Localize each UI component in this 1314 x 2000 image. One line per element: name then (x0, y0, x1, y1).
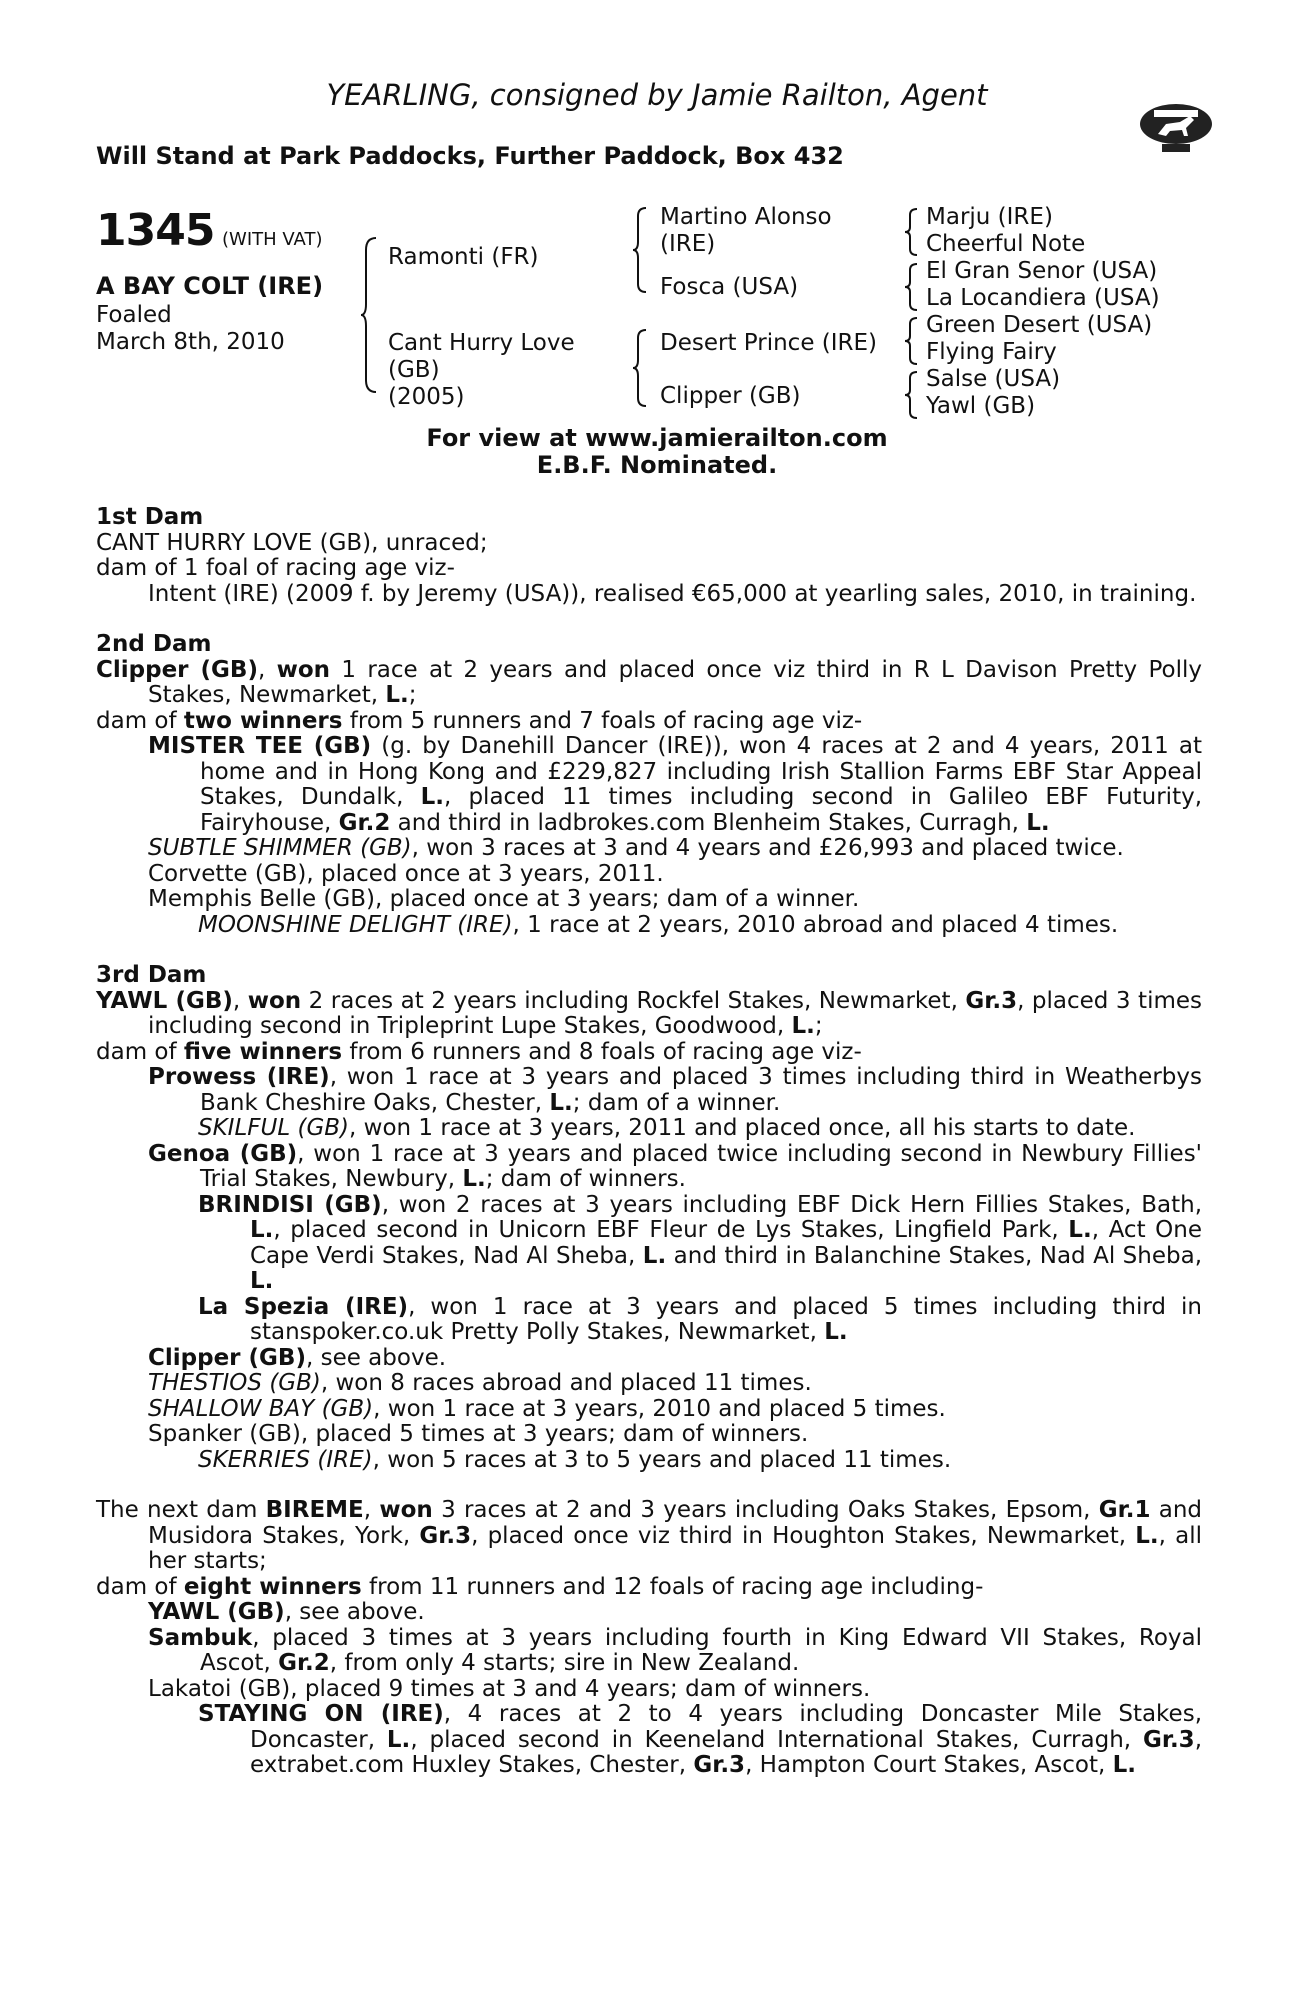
pedigree-brace-g2 (904, 262, 920, 312)
pedigree-grandparents: Marju (IRE) Cheerful Note El Gran Senor (USA) La Locandiera (USA) Green Desert (USA) Flying Fairy Salse (USA) Yawl (GB) (926, 204, 1160, 419)
produce-entry: SKILFUL (GB), won 1 race at 3 years, 2011 and placed once, all his starts to date. (198, 1115, 1136, 1141)
produce-entry: Intent (IRE) (2009 f. by Jeremy (USA)), realised €65,000 at yearling sales, 2010, in training. (148, 580, 1197, 607)
view-link-note: For view at www.jamierailton.com (426, 424, 888, 452)
produce-entry: SKERRIES (IRE), won 5 races at 3 to 5 years and placed 11 times. (198, 1446, 952, 1473)
pedigree-sire-dam: Fosca (USA) (660, 274, 799, 300)
dam-entry: The next dam BIREME, won 3 races at 2 and 3 years including Oaks Stakes, Epsom, Gr.1 and Musidora Stakes, York, Gr.3, placed once viz third in Houghton Stakes, Newmarket, L., all her starts; (96, 1497, 1203, 1574)
vat-note: (WITH VAT) (222, 229, 323, 250)
section-heading-2nd-dam: 2nd Dam (96, 631, 212, 657)
stand-location: Will Stand at Park Paddocks, Further Paddock, Box 432 (96, 142, 844, 170)
produce-entry: Corvette (GB), placed once at 3 years, 2011. (148, 860, 664, 887)
produce-entry: SHALLOW BAY (GB), won 1 race at 3 years, 2010 and placed 5 times. (148, 1395, 946, 1422)
foaled-info (96, 302, 285, 356)
dam-entry: CANT HURRY LOVE (GB), unraced; (96, 529, 488, 556)
section-heading-1st-dam: 1st Dam (96, 504, 204, 530)
produce-entry: STAYING ON (IRE), 4 races at 2 to 4 years including Doncaster Mile Stakes, Doncaster, L., placed second in Keeneland International Stakes, Curragh, Gr.3, extrabet.com Huxley Stakes, Chester, Gr.3, Hampton Court Stakes, Ascot, L. (198, 1701, 1203, 1778)
dam-summary: dam of two winners from 5 runners and 7 foals of racing age viz- (96, 707, 863, 734)
pedigree-dam: Cant Hurry Love (GB) (2005) (388, 330, 575, 410)
lot-number: 1345 (96, 205, 215, 256)
foaled-label: Foaled (96, 302, 172, 328)
page-title: YEARLING, consigned by Jamie Railton, Agent (326, 78, 988, 112)
pedigree-dam-dam: Clipper (GB) (660, 383, 801, 409)
pedigree-sire: Ramonti (FR) (388, 244, 539, 270)
produce-entry: MISTER TEE (GB) (g. by Danehill Dancer (IRE)), won 4 races at 2 and 4 years, 2011 at home and in Hong Kong and £229,827 including Irish Stallion Farms EBF Star Appeal Stakes, Dundalk, L., placed 11 times including second in Galileo EBF Futurity, Fairyhouse, Gr.2 and third in ladbrokes.com Blenheim Stakes, Curragh, L. (148, 733, 1203, 836)
produce-record (96, 505, 1202, 1779)
ebf-note: E.B.F. Nominated. (536, 451, 778, 479)
dam-summary: dam of eight winners from 11 runners and 12 foals of racing age including- (96, 1573, 984, 1600)
dam-entry: Clipper (GB), won 1 race at 2 years and placed once viz third in R L Davison Pretty Polly Stakes, Newmarket, L.; (96, 656, 1202, 708)
produce-entry: La Spezia (IRE), won 1 race at 3 years and placed 5 times including third in stanspoker.co.uk Pretty Polly Stakes, Newmarket, L. (198, 1293, 1202, 1345)
section-heading-3rd-dam: 3rd Dam (96, 962, 207, 988)
pedigree-brace-dam (632, 328, 650, 408)
pedigree-brace-g4 (904, 370, 920, 420)
produce-entry: Prowess (IRE), won 1 race at 3 years and placed 3 times including third in Weatherbys Bank Cheshire Oaks, Chester, L.; dam of a winner. (148, 1064, 1202, 1116)
dam-entry: YAWL (GB), won 2 races at 2 years including Rockfel Stakes, Newmarket, Gr.3, placed 3 times including second in Tripleprint Lupe Stakes, Goodwood, L.; (96, 987, 1202, 1039)
pedigree-brace-g3 (904, 316, 920, 366)
pedigree-brace-sire (632, 206, 650, 294)
produce-entry: Spanker (GB), placed 5 times at 3 years; dam of winners. (148, 1421, 809, 1447)
pedigree-dam-sire: Desert Prince (IRE) (660, 330, 878, 356)
pedigree-sire-sire: Martino Alonso (IRE) (660, 204, 832, 257)
produce-entry: SUBTLE SHIMMER (GB), won 3 races at 3 and 4 years and £26,993 and placed twice. (148, 835, 1124, 861)
pedigree-brace-sire-dam (360, 236, 380, 394)
produce-entry: THESTIOS (GB), won 8 races abroad and placed 11 times. (148, 1370, 812, 1396)
dam-summary: dam of 1 foal of racing age viz- (96, 555, 455, 581)
produce-entry: BRINDISI (GB), won 2 races at 3 years including EBF Dick Hern Fillies Stakes, Bath, L., placed second in Unicorn EBF Fleur de Lys Stakes, Lingfield Park, L., Act One Cape Verdi Stakes, Nad Al Sheba, L. and third in Balanchine Stakes, Nad Al Sheba, L. (198, 1191, 1203, 1294)
produce-entry: Lakatoi (GB), placed 9 times at 3 and 4 years; dam of winners. (148, 1675, 871, 1702)
horse-name: A BAY COLT (IRE) (96, 272, 324, 300)
produce-entry: YAWL (GB), see above. (148, 1599, 425, 1625)
produce-entry: Sambuk, placed 3 times at 3 years including fourth in King Edward VII Stakes, Royal Ascot, Gr.2, from only 4 starts; sire in New Zealand. (148, 1624, 1202, 1676)
foaled-date: March 8th, 2010 (96, 329, 285, 355)
produce-entry: Clipper (GB), see above. (148, 1344, 447, 1371)
produce-entry: Memphis Belle (GB), placed once at 3 years; dam of a winner. (148, 886, 860, 912)
produce-entry: MOONSHINE DELIGHT (IRE), 1 race at 2 years, 2010 abroad and placed 4 times. (198, 911, 1119, 938)
produce-entry: Genoa (GB), won 1 race at 3 years and placed twice including second in Newbury Fillies' Trial Stakes, Newbury, L.; dam of winners. (148, 1140, 1202, 1192)
dam-summary: dam of five winners from 6 runners and 8 foals of racing age viz- (96, 1038, 862, 1065)
yearling-bonus-logo (1136, 98, 1216, 154)
pedigree-brace-g1 (904, 207, 920, 257)
